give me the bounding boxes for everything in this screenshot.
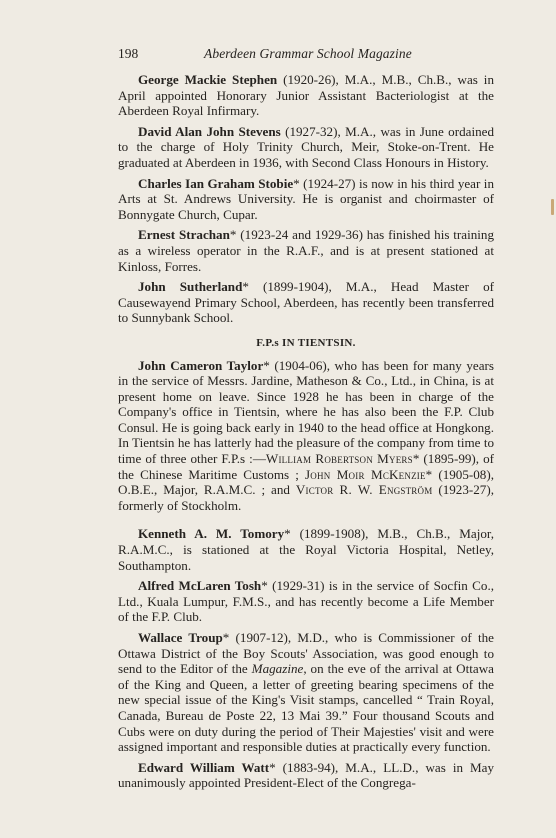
entry-name: John Cameron Taylor [138,357,264,373]
entry-name: David Alan John Stevens [138,123,281,139]
person-name-small-caps: Victor R. W. Engström [295,482,433,498]
entry-text: * (1883-94), M.A., LL.D., was in May unanimously appointed President-Elect of the Congrega- [118,759,494,791]
entry-name: Charles Ian Graham Stobie [138,175,294,191]
entry-text: (1927-32), M.A., was in June ordained to the charge of Holy Trinity Church, Meir, Stoke-on-Trent. He graduated at Aberdeen in 1936, with Second Class Honours in History. [118,123,494,170]
entry-troup [118,630,494,755]
entry-name: Alfred McLaren Tosh [138,578,262,594]
entry-name: Ernest Strachan [138,227,230,243]
entry-text: , on the eve of the arrival at Ottawa of the King and Queen, a letter of greeting bearing specimens of the new special issue of the King's Visit stamps, cancelled “ Train Royal, Canada, Bureau de Poste 22, 13 Mai 39.” Four thousand Scouts and Cubs were on duty during the period of Their Majesties' visit and were assigned important and responsible duties at practically every function. [118,661,494,755]
entry-text: * (1929-31) is in the service of Socfin Co., Ltd., Kuala Lumpur, F.M.S., and has recently become a Life Member of the F.P. Club. [118,578,494,625]
entry-stobie [118,176,494,223]
entry-text: * (1904-06), who has been for many years in the service of Messrs. Jardine, Matheson & Co., Ltd., in China, is at present home on leave. Since 1928 he has been in charge of the Company's office in Tientsin, where he has also been the F.P. Club Consul. He is going back early in 1940 to the head office at Hongkong. In Tientsin he has latterly had the pleasure of the company from time to time of three other F.P.s :— [118,357,494,467]
entry-text: * (1923-24 and 1929-36) has finished his training as a wireless operator in the R.A.F., and is at present stationed at Kinloss, Forres. [118,227,495,274]
person-name-small-caps: William Robertson Myers [265,451,413,467]
entry-text: * (1905-08), O.B.E., Major, R.A.M.C. ; and [118,466,494,498]
entry-strachan [118,227,494,274]
entry-tomory [118,526,494,573]
section-heading: F.P.s IN TIENTSIN. [256,336,356,349]
page-content [118,72,494,796]
page-number: 198 [118,46,139,61]
page-edge-mark [551,199,554,215]
entry-text: * (1899-1908), M.B., Ch.B., Major, R.A.M.C., is stationed at the Royal Victoria Hospital, Netley, Southampton. [118,526,494,573]
entry-text: (1923-27), formerly of Stockholm. [118,482,494,513]
entry-text: * (1907-12), M.D., who is Commissioner of the Ottawa District of the Boy Scouts' Association, was good enough to send to the Editor of the [118,630,494,677]
entry-name: Edward William Watt [138,759,270,775]
entry-taylor [118,358,494,514]
magazine-title: Aberdeen Grammar School Magazine [204,46,412,61]
entry-text: * (1899-1904), M.A., Head Master of Causewayend Primary School, Aberdeen, has recently been transferred to Sunnybank School. [118,279,494,326]
entry-stephen [118,72,494,119]
entry-text: * (1895-99), of the Chinese Maritime Customs ; [118,451,494,482]
entry-watt [118,760,494,791]
entry-text: * (1924-27) is now in his third year in Arts at St. Andrews University. He is organist and choirmaster of Bonnygate Church, Cupar. [118,175,494,222]
entry-sutherland [118,279,494,326]
magazine-italic: Magazine [251,661,304,677]
entry-name: Wallace Troup [138,630,223,645]
entry-name: John Sutherland [138,279,243,295]
entry-name: Kenneth A. M. Tomory [138,526,285,542]
entry-stevens [118,124,494,171]
entry-tosh [118,578,494,625]
entry-name: George Mackie Stephen [138,72,278,87]
entry-text: (1920-26), M.A., M.B., Ch.B., was in April appointed Honorary Junior Assistant Bacteriologist at the Aberdeen Royal Infirmary. [118,72,494,119]
spacer [118,518,494,526]
person-name-small-caps: John Moir McKenzie [305,466,426,482]
